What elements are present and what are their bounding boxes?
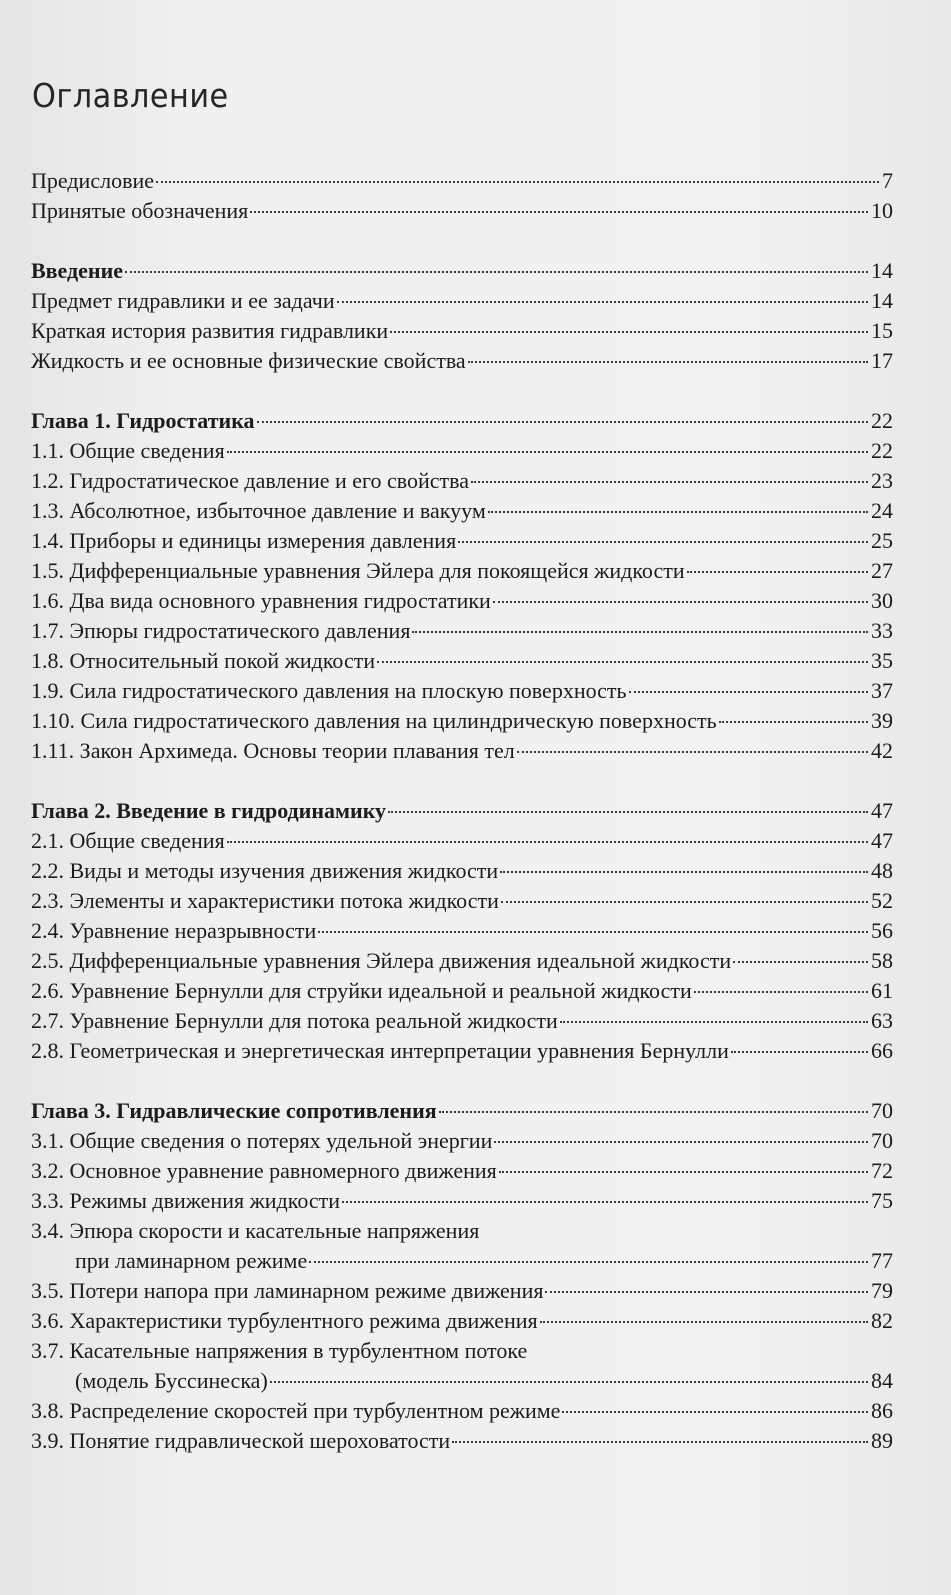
toc-entry-title: 2.2. Виды и методы изучения движения жидкости xyxy=(31,858,499,883)
toc-entry xyxy=(31,1396,893,1426)
toc-entry-title: Предисловие xyxy=(31,168,154,193)
dot-leader xyxy=(468,360,868,363)
toc-entry xyxy=(31,166,893,196)
dot-leader xyxy=(694,990,868,993)
toc-entry xyxy=(31,706,893,736)
toc-page-number: 52 xyxy=(871,888,893,913)
toc-entry xyxy=(31,976,893,1006)
toc-entry xyxy=(31,196,893,226)
toc-entry-title: 3.3. Режимы движения жидкости xyxy=(31,1188,341,1213)
dot-leader xyxy=(493,600,868,603)
toc-page-number: 61 xyxy=(871,978,893,1003)
toc-page-number: 77 xyxy=(871,1248,893,1273)
toc-entry-title: 1.1. Общие сведения xyxy=(31,438,225,463)
toc-entry xyxy=(31,1426,893,1456)
toc-page-number: 30 xyxy=(871,588,893,613)
dot-leader xyxy=(257,420,868,423)
toc-entry-title: 1.5. Дифференциальные уравнения Эйлера для покоящейся жидкости xyxy=(31,558,685,583)
toc-entry xyxy=(31,346,893,376)
toc-entry xyxy=(31,1186,893,1216)
toc-chapter-entry xyxy=(31,406,893,436)
dot-leader xyxy=(458,540,868,543)
toc-page-number: 56 xyxy=(871,918,893,943)
toc-page-number: 82 xyxy=(871,1308,893,1333)
toc-entry-title: 1.6. Два вида основного уравнения гидростатики xyxy=(31,588,491,613)
toc-page-number: 17 xyxy=(871,348,893,373)
dot-leader xyxy=(517,750,868,753)
section-gap xyxy=(31,226,893,256)
toc-page-number: 63 xyxy=(871,1008,893,1033)
toc-entry xyxy=(31,676,893,706)
toc-entry-title: Принятые обозначения xyxy=(31,198,249,223)
toc-entry-title: 2.1. Общие сведения xyxy=(31,828,225,853)
dot-leader xyxy=(499,1170,868,1173)
dot-leader xyxy=(560,1020,868,1023)
toc-page-number: 14 xyxy=(871,288,893,313)
section-gap xyxy=(31,376,893,406)
toc-entry-title: 2.6. Уравнение Бернулли для струйки идеальной и реальной жидкости xyxy=(31,978,692,1003)
dot-leader xyxy=(439,1110,868,1113)
toc-page-number: 37 xyxy=(871,678,893,703)
toc-entry xyxy=(31,316,893,346)
toc-entry xyxy=(31,1366,893,1396)
dot-leader xyxy=(488,510,868,513)
dot-leader xyxy=(388,810,868,813)
dot-leader xyxy=(733,960,868,963)
dot-leader xyxy=(471,480,868,483)
toc-entry xyxy=(31,616,893,646)
toc-page-number: 33 xyxy=(871,618,893,643)
toc-entry-title: Предмет гидравлики и ее задачи xyxy=(31,288,335,313)
toc-entry-title: 3.5. Потери напора при ламинарном режиме движения xyxy=(31,1278,544,1303)
toc-page-number: 47 xyxy=(871,828,893,853)
toc-page-number: 25 xyxy=(871,528,893,553)
toc-page-number: 79 xyxy=(871,1278,893,1303)
toc-entry-title: 3.7. Касательные напряжения в турбулентном потоке xyxy=(31,1338,528,1363)
toc-entry-title: Глава 3. Гидравлические сопротивления xyxy=(31,1098,437,1123)
toc-page-number: 39 xyxy=(871,708,893,733)
dot-leader xyxy=(318,930,868,933)
toc-entry-title: Краткая история развития гидравлики xyxy=(31,318,389,343)
toc-page-number: 22 xyxy=(871,408,893,433)
toc-page-number: 72 xyxy=(871,1158,893,1183)
page-title: Оглавление xyxy=(32,76,229,115)
toc-page-number: 47 xyxy=(871,798,893,823)
dot-leader xyxy=(540,1320,868,1323)
toc-entry-title: 2.5. Дифференциальные уравнения Эйлера движения идеальной жидкости xyxy=(31,948,732,973)
toc-entry-title: Глава 1. Гидростатика xyxy=(31,408,255,433)
toc-entry-title: 2.7. Уравнение Бернулли для потока реальной жидкости xyxy=(31,1008,558,1033)
toc-page-number: 48 xyxy=(871,858,893,883)
dot-leader xyxy=(412,630,868,633)
toc-entry-first-line xyxy=(31,1336,893,1366)
toc-page-number: 10 xyxy=(871,198,893,223)
toc-page-number: 58 xyxy=(871,948,893,973)
toc-entry-title: 1.10. Сила гидростатического давления на цилиндрическую поверхность xyxy=(31,708,717,733)
dot-leader xyxy=(156,180,879,183)
toc-page-number: 86 xyxy=(871,1398,893,1423)
toc-entry xyxy=(31,466,893,496)
dot-leader xyxy=(562,1410,868,1413)
toc-entry-title: 1.3. Абсолютное, избыточное давление и вакуум xyxy=(31,498,486,523)
toc-chapter-entry xyxy=(31,796,893,826)
toc-entry xyxy=(31,496,893,526)
toc-entry-title: 1.11. Закон Архимеда. Основы теории плавания тел xyxy=(31,738,515,763)
toc-entry-title: 1.8. Относительный покой жидкости xyxy=(31,648,376,673)
toc-page-number: 7 xyxy=(882,168,893,193)
toc-entry-title: Глава 2. Введение в гидродинамику xyxy=(31,798,387,823)
toc-entry xyxy=(31,1246,893,1276)
toc-page-number: 15 xyxy=(871,318,893,343)
dot-leader xyxy=(250,210,868,213)
toc-entry xyxy=(31,1306,893,1336)
dot-leader xyxy=(227,840,868,843)
toc-entry xyxy=(31,1006,893,1036)
toc-page-number: 70 xyxy=(871,1098,893,1123)
toc-page-number: 66 xyxy=(871,1038,893,1063)
toc-chapter-entry xyxy=(31,256,893,286)
toc-page-number: 70 xyxy=(871,1128,893,1153)
toc-entry xyxy=(31,856,893,886)
toc-entry xyxy=(31,436,893,466)
toc-entry-continuation: (модель Буссинеска) xyxy=(75,1368,268,1393)
toc-entry xyxy=(31,886,893,916)
toc-page-number: 24 xyxy=(871,498,893,523)
toc-entry-title: 3.2. Основное уравнение равномерного движения xyxy=(31,1158,497,1183)
toc-page-number: 89 xyxy=(871,1428,893,1453)
toc-page-number: 23 xyxy=(871,468,893,493)
dot-leader xyxy=(687,570,868,573)
toc-entry-title: 2.8. Геометрическая и энергетическая интерпретации уравнения Бернулли xyxy=(31,1038,729,1063)
toc-entry xyxy=(31,556,893,586)
toc-entry-continuation: при ламинарном режиме xyxy=(75,1248,308,1273)
toc-entry xyxy=(31,1156,893,1186)
toc-chapter-entry xyxy=(31,1096,893,1126)
toc-entry xyxy=(31,946,893,976)
dot-leader xyxy=(501,900,868,903)
toc-entry-title: 3.9. Понятие гидравлической шероховатости xyxy=(31,1428,451,1453)
dot-leader xyxy=(452,1440,868,1443)
dot-leader xyxy=(500,870,868,873)
toc-entry xyxy=(31,736,893,766)
toc-entry-title: Введение xyxy=(31,258,124,283)
toc-page-number: 35 xyxy=(871,648,893,673)
dot-leader xyxy=(545,1290,868,1293)
toc-page-number: 42 xyxy=(871,738,893,763)
toc-entry-title: 3.1. Общие сведения о потерях удельной энергии xyxy=(31,1128,493,1153)
toc-entry xyxy=(31,826,893,856)
toc-entry xyxy=(31,286,893,316)
dot-leader xyxy=(390,330,868,333)
toc-entry-title: 1.4. Приборы и единицы измерения давления xyxy=(31,528,457,553)
toc-entry-title: 2.4. Уравнение неразрывности xyxy=(31,918,317,943)
toc-entry-title: 1.9. Сила гидростатического давления на плоскую поверхность xyxy=(31,678,627,703)
toc-page-number: 14 xyxy=(871,258,893,283)
toc-entry xyxy=(31,586,893,616)
toc-page-number: 22 xyxy=(871,438,893,463)
toc-entry xyxy=(31,916,893,946)
toc-entry-title: 3.8. Распределение скоростей при турбулентном режиме xyxy=(31,1398,561,1423)
toc-entry-title: 2.3. Элементы и характеристики потока жидкости xyxy=(31,888,499,913)
dot-leader xyxy=(342,1200,868,1203)
toc-entry-title: 1.7. Эпюры гидростатического давления xyxy=(31,618,411,643)
toc-entry xyxy=(31,1276,893,1306)
toc-entry-title: 1.2. Гидростатическое давление и его свойства xyxy=(31,468,470,493)
dot-leader xyxy=(227,450,868,453)
section-gap xyxy=(31,1066,893,1096)
toc-page-number: 84 xyxy=(871,1368,893,1393)
toc-entry xyxy=(31,1126,893,1156)
toc-entry-title: Жидкость и ее основные физические свойства xyxy=(31,348,466,373)
dot-leader xyxy=(731,1050,868,1053)
toc-entry xyxy=(31,646,893,676)
dot-leader xyxy=(719,720,868,723)
section-gap xyxy=(31,766,893,796)
toc-page-number: 75 xyxy=(871,1188,893,1213)
table-of-contents xyxy=(31,166,893,1456)
dot-leader xyxy=(377,660,868,663)
toc-entry xyxy=(31,1036,893,1066)
dot-leader xyxy=(494,1140,868,1143)
dot-leader xyxy=(629,690,868,693)
toc-entry xyxy=(31,526,893,556)
toc-entry-title: 3.6. Характеристики турбулентного режима движения xyxy=(31,1308,538,1333)
dot-leader xyxy=(337,300,868,303)
toc-entry-title: 3.4. Эпюра скорости и касательные напряжения xyxy=(31,1218,480,1243)
dot-leader xyxy=(125,270,868,273)
toc-entry-first-line xyxy=(31,1216,893,1246)
toc-page-number: 27 xyxy=(871,558,893,583)
dot-leader xyxy=(309,1260,868,1263)
dot-leader xyxy=(270,1380,868,1383)
